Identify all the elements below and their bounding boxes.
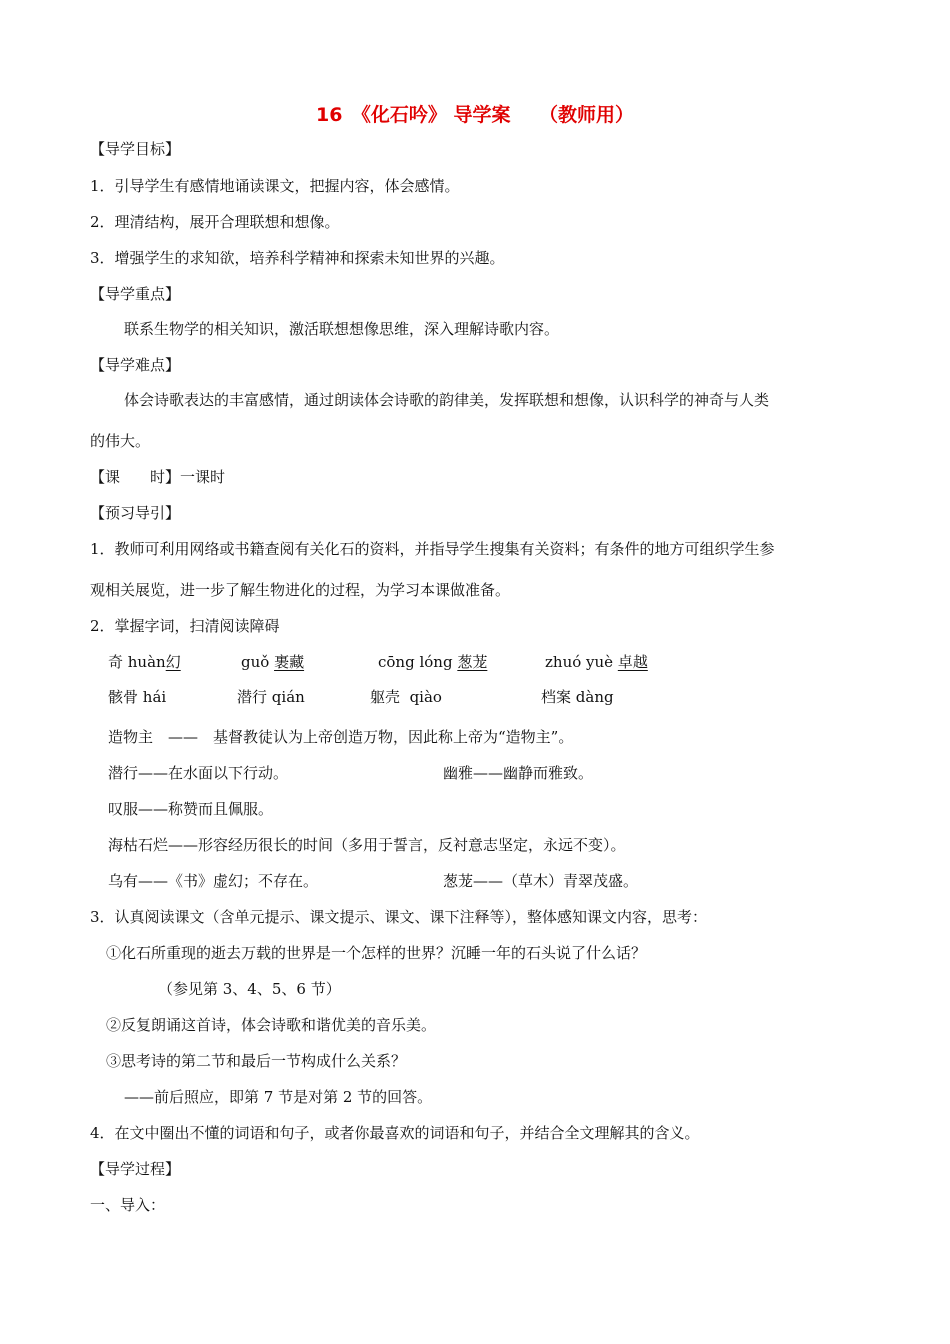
vocab-item bbox=[541, 687, 614, 707]
question-1: ①化石所重现的逝去万载的世界是一个怎样的世界？沉睡一年的石头说了什么话？ bbox=[106, 944, 647, 962]
process-header: 【导学过程】 bbox=[90, 1160, 181, 1178]
goal-item-2: 2．理清结构，展开合理联想和想像。 bbox=[90, 213, 340, 231]
question-3-answer: ——前后照应，即第 7 节是对第 2 节的回答。 bbox=[124, 1088, 433, 1106]
preview-item-1-line1: 1．教师可利用网络或书籍查阅有关化石的资料，并指导学生搜集有关资料；有条件的地方可组织学生参 bbox=[90, 540, 775, 558]
focus-text: 联系生物学的相关知识，激活联想想像思维，深入理解诗歌内容。 bbox=[124, 320, 560, 338]
goal-item-1: 1．引导学生有感情地诵读课文，把握内容，体会感情。 bbox=[90, 177, 460, 195]
vocab-word: 幻 bbox=[165, 653, 181, 671]
difficulty-text-line1: 体会诗歌表达的丰富感情，通过朗读体会诗歌的韵律美，发挥联想和想像，认识科学的神奇与人类 bbox=[124, 391, 770, 409]
goals-header: 【导学目标】 bbox=[90, 140, 181, 158]
vocab-word: 潜行 bbox=[237, 688, 268, 706]
vocab-word: 卓越 bbox=[617, 653, 648, 671]
vocab-item bbox=[370, 687, 442, 707]
intro-heading: 一、导入： bbox=[90, 1196, 166, 1214]
preview-item-4: 4．在文中圈出不懂的词语和句子，或者你最喜欢的词语和句子，并结合全文理解其的含义。 bbox=[90, 1124, 700, 1142]
preview-item-2: 2．掌握字词，扫清阅读障碍 bbox=[90, 617, 280, 635]
vocab-item: zhuó yuè 卓越 bbox=[545, 653, 648, 671]
definition-haiku: 海枯石烂——形容经历很长的时间（多用于誓言，反衬意志坚定，永远不变）。 bbox=[108, 836, 626, 854]
definition-conglong: 葱茏——（草木）青翠茂盛。 bbox=[443, 872, 639, 890]
vocab-item: cōng lóng 葱茏 bbox=[378, 653, 488, 671]
vocab-item: guǒ 裹藏 bbox=[241, 653, 305, 671]
vocab-item: 奇 huàn幻 bbox=[108, 653, 181, 671]
vocab-word: 葱茏 bbox=[457, 653, 488, 671]
question-2: ②反复朗诵这首诗，体会诗歌和谐优美的音乐美。 bbox=[106, 1016, 437, 1034]
period-line bbox=[90, 467, 225, 487]
preview-item-3: 3．认真阅读课文（含单元提示、课文提示、课文、课下注释等），整体感知课文内容，思考： bbox=[90, 908, 708, 926]
preview-item-1-line2: 观相关展览，进一步了解生物进化的过程，为学习本课做准备。 bbox=[90, 581, 511, 599]
vocab-item bbox=[237, 687, 305, 707]
period-value: 一课时 bbox=[180, 468, 226, 486]
vocab-pinyin: qiào bbox=[409, 688, 442, 706]
focus-header: 【导学重点】 bbox=[90, 285, 181, 303]
preview-header: 【预习导引】 bbox=[90, 504, 181, 522]
period-label: 【课 时】 bbox=[90, 468, 181, 486]
definition-tanfu: 叹服——称赞而且佩服。 bbox=[108, 800, 274, 818]
vocab-pinyin: hái bbox=[142, 688, 167, 706]
page-title: 16 《化石吟》 导学案 （教师用） bbox=[315, 104, 635, 126]
vocab-item bbox=[108, 687, 166, 707]
vocab-word: 躯壳 bbox=[370, 688, 401, 706]
goal-item-3: 3．增强学生的求知欲，培养科学精神和探索未知世界的兴趣。 bbox=[90, 249, 505, 267]
difficulty-header: 【导学难点】 bbox=[90, 356, 181, 374]
definition-wuyou: 乌有——《书》虚幻；不存在。 bbox=[108, 872, 319, 890]
question-1-note: （参见第 3、4、5、6 节） bbox=[158, 980, 341, 998]
vocab-pinyin: qián bbox=[271, 688, 305, 706]
difficulty-text-line2: 的伟大。 bbox=[90, 432, 151, 450]
vocab-pinyin: dàng bbox=[575, 688, 614, 706]
vocab-word: 档案 bbox=[541, 688, 572, 706]
definition-zaowuzhu: 造物主 —— 基督教徒认为上帝创造万物，因此称上帝为“造物主”。 bbox=[108, 728, 574, 746]
definition-qianxing: 潜行——在水面以下行动。 bbox=[108, 764, 289, 782]
definition-youya: 幽雅——幽静而雅致。 bbox=[443, 764, 594, 782]
question-3: ③思考诗的第二节和最后一节构成什么关系？ bbox=[106, 1052, 407, 1070]
vocab-word: 裹藏 bbox=[274, 653, 305, 671]
vocab-word: 骸骨 bbox=[108, 688, 139, 706]
